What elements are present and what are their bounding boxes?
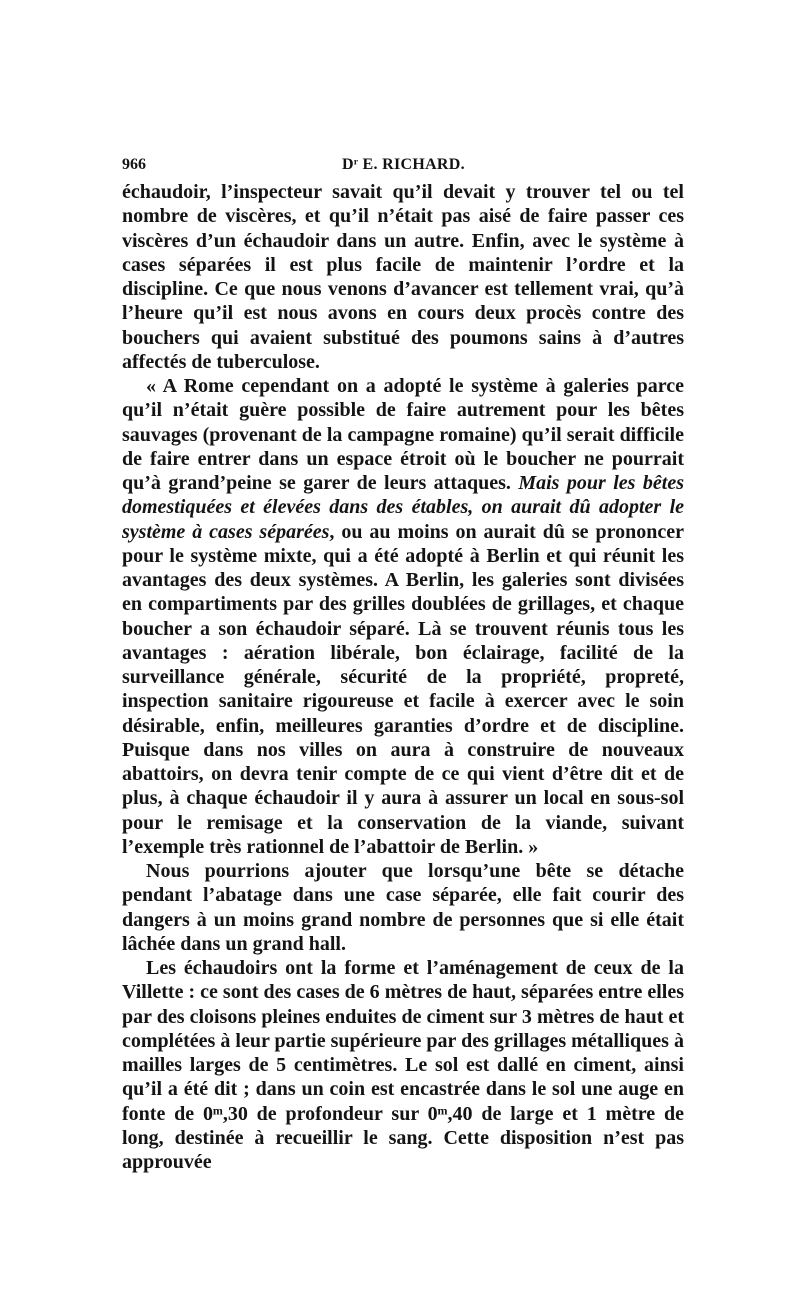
- text-segment: , ou au moins on aurait dû se prononcer pour le système mixte, qui a été adopté à Berlin et qui réunit les avantages des deux systèmes. A Berlin, les galeries sont divisées en compartiments par des grilles doublées de grillages, et chaque boucher a son échaudoir séparé. Là se trouvent réunis tous les avantages : aération libérale, bon éclairage, facilité de la surveillance générale, sécurité de la propriété, propreté, inspection sanitaire rigoureuse et facile à exercer avec le soin désirable, enfin, meilleures garanties d’ordre et de discipline. Puisque dans nos villes on aura à construire de nouveaux abattoirs, on devra tenir compte de ce qui vient d’être dit et de plus, à chaque échaudoir il y aura à assurer un local en sous-sol pour le remisage et la conservation de la viande, suivant l’exemple très rationnel de l’abattoir de Berlin. »: [122, 520, 684, 858]
- running-head: Dʳ E. RICHARD.: [342, 156, 465, 173]
- text-segment: « A Rome cependant on a adopté le système à galeries parce qu’il n’était guère possible de faire autrement pour les bêtes sauvages (provenant de la campagne romaine) qu’il serait difficile de faire entrer dans un espace étroit où le boucher ne pourrait qu’à grand’peine se garer de leurs attaques.: [122, 375, 684, 494]
- italic-segment: Mais pour les bêtes domestiquées et élevées dans des étables, on aurait dû adopter le système à cases séparées: [122, 472, 685, 543]
- paragraph: [122, 180, 684, 374]
- page-number: 966: [122, 156, 146, 173]
- page-header: [122, 150, 684, 180]
- text-segment: échaudoir, l’inspecteur savait qu’il devait y trouver tel ou tel nombre de viscères, et qu’il n’était pas aisé de faire passer ces viscères d’un échaudoir dans un autre. Enfin, avec le système à cases séparées il est plus facile de maintenir l’ordre et la discipline. Ce que nous venons d’avancer est tellement vrai, qu’à l’heure qu’il est nous avons en cours deux procès contre des bouchers qui avaient substitué des poumons sains à d’autres affectés de tuberculose.: [122, 181, 684, 373]
- paragraph-quote: [122, 374, 684, 859]
- book-page: [122, 150, 684, 1174]
- paragraph: [122, 956, 684, 1174]
- text-segment: Nous pourrions ajouter que lorsqu’une bête se détache pendant l’abatage dans une case séparée, elle fait courir des dangers à un moins grand nombre de personnes que si elle était lâchée dans un grand hall.: [122, 860, 684, 955]
- text-segment: Les échaudoirs ont la forme et l’aménagement de ceux de la Villette : ce sont des cases de 6 mètres de haut, séparées entre elles par des cloisons pleines enduites de ciment sur 3 mètres de haut et complétées à leur partie supérieure par des grillages métalliques à mailles larges de 5 centimètres. Le sol est dallé en ciment, ainsi qu’il a été dit ; dans un coin est encastrée dans le sol une auge en fonte de 0ᵐ,30 de profondeur sur 0ᵐ,40 de large et 1 mètre de long, destinée à recueillir le sang. Cette disposition n’est pas approuvée: [122, 957, 684, 1173]
- body-text: [122, 180, 684, 1174]
- paragraph: [122, 859, 684, 956]
